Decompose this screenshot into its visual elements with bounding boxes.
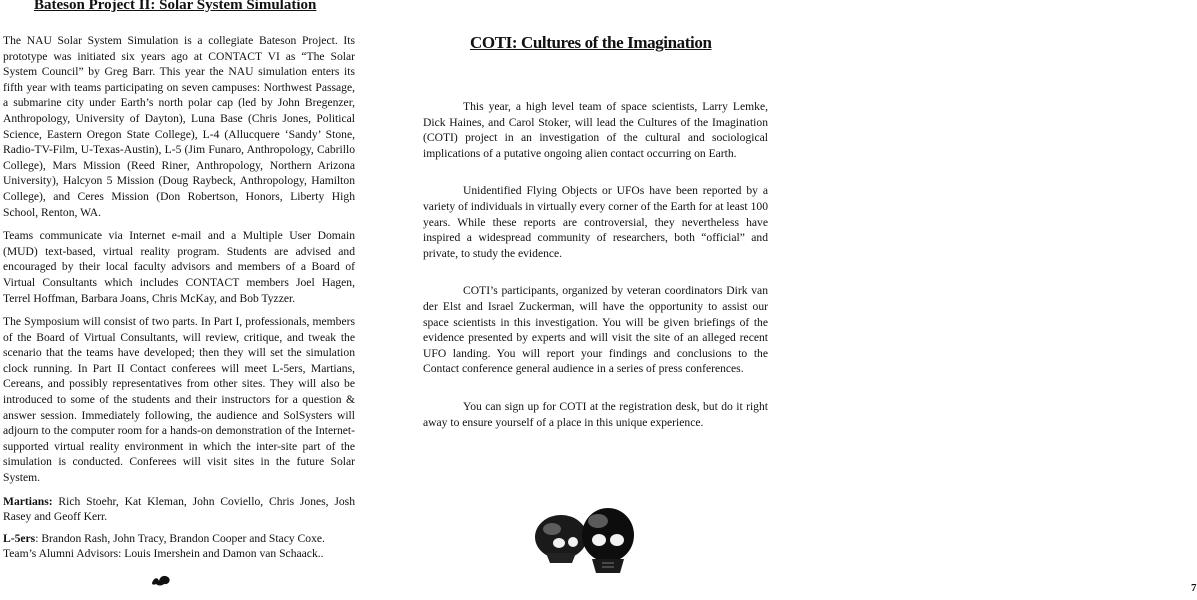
coti-intro-paragraph: This year, a high level team of space scientists, Larry Lemke, Dick Haines, and Carol Stoker, will lead the Cultures of the Imagination (COTI) project in an investigation of the cultural and sociological implications of a putative ongoing alien contact occurring on Earth. xyxy=(423,100,768,160)
right-page xyxy=(418,0,1197,600)
solar-sim-intro-paragraph: The NAU Solar System Simulation is a collegiate Bateson Project. Its prototype was initiated six years ago at CONTACT VI as “The Solar System Council” by Greg Barr. This year the NAU simulation enters its fifth year with teams participating on seven campuses: Northwest Passage, a submarine city under Earth’s north polar cap (led by John Bregenzer, Anthropology, University of Dayton), Luna Base (Chris Jones, Political Science, Eastern Oregon State College), L-4 (Allucquere ‘Sandy’ Stone, Radio-TV-Film, U-Texas-Austin), L-5 (Jim Funaro, Anthropology, Cabrillo College), Mars Mission (Reed Riner, Anthropology, Northern Arizona University), Halcyon 5 Mission (Doug Raybeck, Anthropology, Hamilton College), and Ceres Mission (Don Robertson, Honors, Liberty High School, Renton, WA. xyxy=(3,34,355,219)
solar-sim-communication-paragraph: Teams communicate via Internet e-mail and a Multiple User Domain (MUD) text-based, virtual reality program. Students are advised and encouraged by their local faculty advisors and members of a Board of Virtual Consultants which includes CONTACT members Joel Hagen, Terrel Hoffman, Barbara Joans, Chris McKay, and Bob Tyzzer. xyxy=(3,229,355,305)
right-page-title: COTI: Cultures of the Imagination xyxy=(470,33,712,52)
l5ers-label: L-5ers xyxy=(3,531,36,545)
coti-participants-paragraph: COTI’s participants, organized by veteran coordinators Dirk van der Elst and Israel Zuckerman, will have the opportunity to assist our space scientists in this investigation. You will be given briefings of the evidence presented by experts and will visit the site of an alleged recent UFO landing. You will report your findings and conclusions to the Contact conference general audience in a series of press conferences. xyxy=(423,284,768,376)
martians-label: Martians: xyxy=(3,494,53,508)
right-page-body xyxy=(423,99,768,452)
solar-sim-symposium-paragraph: The Symposium will consist of two parts. In Part I, professionals, members of the Board of Virtual Consultants, will review, critique, and tweak the scenario that the teams have developed; then they will set the simulation clock running. In Part II Contact conferees will meet L-5ers, Martians, Cereans, and possibly representatives from other sites. They will also be introduced to some of the students and their instructors for a question & answer session. Immediately following, the audience and SolSysters will adjourn to the computer room for a hands-on demonstration of the Internet-supported virtual reality environment in which the inter-site part of the simulation is conducted. Conferees will visit sites in the future Solar System. xyxy=(3,315,355,485)
coti-ufo-paragraph: Unidentified Flying Objects or UFOs have been reported by a variety of individuals in virtually every corner of the Earth for at least 100 years. While these reports are controversial, they nevertheless have inspired a widespread community of researchers, both “official” and private, to study the evidence. xyxy=(423,184,768,260)
left-page-body xyxy=(3,33,355,570)
alien-skulls-illustration xyxy=(528,505,638,577)
alumni-advisors-line: Team’s Alumni Advisors: Louis Imershein and Damon van Schaack.. xyxy=(3,547,324,561)
martians-names: Rich Stoehr, Kat Kleman, John Coviello, Chris Jones, Josh Rasey and Geoff Kerr. xyxy=(3,494,355,524)
page-number: 7 xyxy=(1191,582,1197,594)
martians-paragraph xyxy=(3,494,355,525)
coti-signup-paragraph: You can sign up for COTI at the registration desk, but do it right away to ensure yourself of a place in this unique experience. xyxy=(423,399,768,429)
left-page-title: Bateson Project II: Solar System Simulation xyxy=(34,0,317,13)
l5ers-names: : Brandon Rash, John Tracy, Brandon Cooper and Stacy Coxe. xyxy=(35,531,325,545)
left-page xyxy=(0,0,360,600)
fleuron-ornament-icon xyxy=(150,573,172,587)
l5ers-paragraph xyxy=(3,531,355,547)
